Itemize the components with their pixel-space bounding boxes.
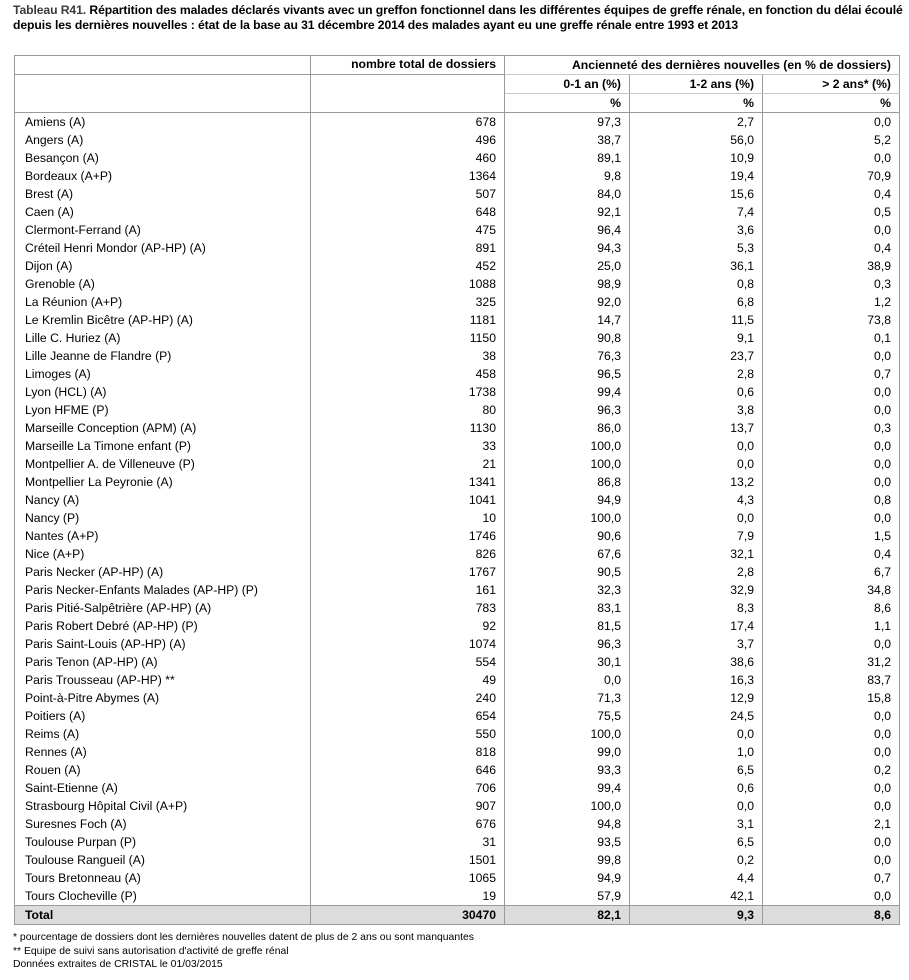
table-row xyxy=(15,419,900,437)
pct-1-2-ans: 36,1 xyxy=(630,257,763,275)
centre-name: La Réunion (A+P) xyxy=(15,293,311,311)
pct-1-2-ans: 24,5 xyxy=(630,707,763,725)
total-dossiers: 496 xyxy=(311,131,505,149)
pct-1-2-ans: 6,5 xyxy=(630,833,763,851)
header-col-plus-2-ans: > 2 ans* (%) xyxy=(763,75,900,94)
pct-0-1-an: 71,3 xyxy=(505,689,630,707)
total-dossiers: 21 xyxy=(311,455,505,473)
pct-0-1-an: 86,0 xyxy=(505,419,630,437)
pct-1-2-ans: 32,1 xyxy=(630,545,763,563)
centre-name: Caen (A) xyxy=(15,203,311,221)
centre-name: Suresnes Foch (A) xyxy=(15,815,311,833)
centre-name: Besançon (A) xyxy=(15,149,311,167)
pct-plus-2-ans: 0,0 xyxy=(763,635,900,653)
table-row xyxy=(15,761,900,779)
table-title-text: Répartition des malades déclarés vivants avec un greffon fonctionnel dans les différentes équipes de greffe rénale, en fonction du délai écoulé depuis les dernières nouvelles : état de la base au 31 décembre 2014 des malades ayant eu une greffe rénale entre 1993 et 2013 xyxy=(13,3,903,32)
total-dossiers: 826 xyxy=(311,545,505,563)
pct-plus-2-ans: 34,8 xyxy=(763,581,900,599)
total-dossiers: 1181 xyxy=(311,311,505,329)
total-row xyxy=(15,906,900,925)
table-row xyxy=(15,347,900,365)
data-table xyxy=(14,55,900,925)
pct-plus-2-ans: 0,0 xyxy=(763,455,900,473)
centre-name: Marseille La Timone enfant (P) xyxy=(15,437,311,455)
table-row xyxy=(15,671,900,689)
pct-plus-2-ans: 0,0 xyxy=(763,113,900,132)
pct-plus-2-ans: 0,0 xyxy=(763,797,900,815)
pct-0-1-an: 76,3 xyxy=(505,347,630,365)
header-empty-cell xyxy=(15,94,311,113)
table-row xyxy=(15,869,900,887)
table-row xyxy=(15,815,900,833)
pct-plus-2-ans: 0,0 xyxy=(763,779,900,797)
total-dossiers: 1130 xyxy=(311,419,505,437)
total-label: Total xyxy=(15,906,311,925)
pct-0-1-an: 99,4 xyxy=(505,383,630,401)
centre-name: Nancy (P) xyxy=(15,509,311,527)
total-dossiers: 475 xyxy=(311,221,505,239)
pct-plus-2-ans: 0,1 xyxy=(763,329,900,347)
total-dossiers: 38 xyxy=(311,347,505,365)
total-dossiers: 240 xyxy=(311,689,505,707)
pct-1-2-ans: 1,0 xyxy=(630,743,763,761)
pct-plus-2-ans: 0,2 xyxy=(763,761,900,779)
pct-plus-2-ans: 31,2 xyxy=(763,653,900,671)
total-dossiers: 646 xyxy=(311,761,505,779)
table-row xyxy=(15,113,900,132)
centre-name: Paris Pitié-Salpêtrière (AP-HP) (A) xyxy=(15,599,311,617)
total-dossiers: 92 xyxy=(311,617,505,635)
pct-plus-2-ans: 73,8 xyxy=(763,311,900,329)
centre-name: Bordeaux (A+P) xyxy=(15,167,311,185)
pct-0-1-an: 90,8 xyxy=(505,329,630,347)
pct-1-2-ans: 0,0 xyxy=(630,509,763,527)
pct-0-1-an: 93,5 xyxy=(505,833,630,851)
pct-1-2-ans: 7,4 xyxy=(630,203,763,221)
centre-name: Tours Bretonneau (A) xyxy=(15,869,311,887)
total-dossiers: 460 xyxy=(311,149,505,167)
table-row xyxy=(15,131,900,149)
total-dossiers: 80 xyxy=(311,401,505,419)
pct-1-2-ans: 42,1 xyxy=(630,887,763,906)
centre-name: Rouen (A) xyxy=(15,761,311,779)
pct-1-2-ans: 38,6 xyxy=(630,653,763,671)
pct-plus-2-ans: 0,0 xyxy=(763,347,900,365)
centre-name: Paris Necker-Enfants Malades (AP-HP) (P) xyxy=(15,581,311,599)
centre-name: Grenoble (A) xyxy=(15,275,311,293)
centre-name: Toulouse Purpan (P) xyxy=(15,833,311,851)
centre-name: Amiens (A) xyxy=(15,113,311,132)
pct-plus-2-ans: 0,3 xyxy=(763,419,900,437)
total-dossiers: 507 xyxy=(311,185,505,203)
total-dossiers: 1767 xyxy=(311,563,505,581)
pct-1-2-ans: 15,6 xyxy=(630,185,763,203)
centre-name: Paris Trousseau (AP-HP) ** xyxy=(15,671,311,689)
table-header xyxy=(15,56,900,113)
table-row xyxy=(15,437,900,455)
pct-1-2-ans: 16,3 xyxy=(630,671,763,689)
total-dossiers: 554 xyxy=(311,653,505,671)
total-dossiers: 1501 xyxy=(311,851,505,869)
centre-name: Rennes (A) xyxy=(15,743,311,761)
pct-1-2-ans: 0,8 xyxy=(630,275,763,293)
pct-1-2-ans: 11,5 xyxy=(630,311,763,329)
table-row xyxy=(15,635,900,653)
pct-0-1-an: 99,0 xyxy=(505,743,630,761)
header-total-dossiers: nombre total de dossiers xyxy=(311,56,505,75)
pct-0-1-an: 99,4 xyxy=(505,779,630,797)
centre-name: Point-à-Pitre Abymes (A) xyxy=(15,689,311,707)
pct-plus-2-ans: 0,0 xyxy=(763,437,900,455)
footnote-star: * pourcentage de dossiers dont les dernières nouvelles datent de plus de 2 ans ou sont manquantes xyxy=(13,932,474,943)
total-dossiers: 907 xyxy=(311,797,505,815)
pct-plus-2-ans: 0,0 xyxy=(763,887,900,906)
pct-0-1-an: 83,1 xyxy=(505,599,630,617)
table-row xyxy=(15,293,900,311)
pct-1-2-ans: 0,6 xyxy=(630,383,763,401)
centre-name: Brest (A) xyxy=(15,185,311,203)
pct-1-2-ans: 0,0 xyxy=(630,797,763,815)
unit-cell: % xyxy=(630,94,763,113)
table-row xyxy=(15,527,900,545)
pct-plus-2-ans: 0,0 xyxy=(763,743,900,761)
pct-0-1-an: 100,0 xyxy=(505,455,630,473)
centre-name: Dijon (A) xyxy=(15,257,311,275)
centre-name: Poitiers (A) xyxy=(15,707,311,725)
pct-1-2-ans: 2,8 xyxy=(630,365,763,383)
pct-1-2-ans: 2,7 xyxy=(630,113,763,132)
total-dossiers: 458 xyxy=(311,365,505,383)
total-dossiers: 1088 xyxy=(311,275,505,293)
table-row xyxy=(15,203,900,221)
table-row xyxy=(15,149,900,167)
table-row xyxy=(15,257,900,275)
centre-name: Créteil Henri Mondor (AP-HP) (A) xyxy=(15,239,311,257)
total-dossiers: 19 xyxy=(311,887,505,906)
table-row xyxy=(15,563,900,581)
centre-name: Montpellier La Peyronie (A) xyxy=(15,473,311,491)
pct-plus-2-ans: 0,8 xyxy=(763,491,900,509)
centre-name: Toulouse Rangueil (A) xyxy=(15,851,311,869)
pct-0-1-an: 100,0 xyxy=(505,725,630,743)
pct-0-1-an: 96,4 xyxy=(505,221,630,239)
pct-plus-2-ans: 6,7 xyxy=(763,563,900,581)
pct-1-2-ans: 7,9 xyxy=(630,527,763,545)
table-row xyxy=(15,311,900,329)
pct-1-2-ans: 3,1 xyxy=(630,815,763,833)
pct-plus-2-ans: 0,0 xyxy=(763,707,900,725)
table-row xyxy=(15,779,900,797)
pct-plus-2-ans: 15,8 xyxy=(763,689,900,707)
pct-0-1-an: 96,3 xyxy=(505,635,630,653)
pct-0-1-an: 90,5 xyxy=(505,563,630,581)
table-row xyxy=(15,275,900,293)
pct-0-1-an: 94,8 xyxy=(505,815,630,833)
table-row xyxy=(15,383,900,401)
pct-0-1-an: 99,8 xyxy=(505,851,630,869)
table-row xyxy=(15,743,900,761)
total-dossiers: 1065 xyxy=(311,869,505,887)
centre-name: Marseille Conception (APM) (A) xyxy=(15,419,311,437)
table-row xyxy=(15,239,900,257)
pct-plus-2-ans: 1,5 xyxy=(763,527,900,545)
table-row xyxy=(15,509,900,527)
centre-name: Tours Clocheville (P) xyxy=(15,887,311,906)
pct-1-2-ans: 0,0 xyxy=(630,725,763,743)
unit-cell: % xyxy=(763,94,900,113)
table-row xyxy=(15,167,900,185)
pct-1-2-ans: 19,4 xyxy=(630,167,763,185)
header-empty-cell xyxy=(311,94,505,113)
pct-0-1-an: 75,5 xyxy=(505,707,630,725)
pct-plus-2-ans: 0,0 xyxy=(763,383,900,401)
header-empty-cell xyxy=(15,75,311,94)
pct-0-1-an: 0,0 xyxy=(505,671,630,689)
total-dossiers: 706 xyxy=(311,779,505,797)
pct-plus-2-ans: 2,1 xyxy=(763,815,900,833)
table-row xyxy=(15,329,900,347)
pct-plus-2-ans: 0,7 xyxy=(763,869,900,887)
table-row xyxy=(15,707,900,725)
total-dossiers: 452 xyxy=(311,257,505,275)
pct-plus-2-ans: 1,1 xyxy=(763,617,900,635)
pct-1-2-ans: 3,8 xyxy=(630,401,763,419)
pct-0-1-an: 14,7 xyxy=(505,311,630,329)
centre-name: Lyon HFME (P) xyxy=(15,401,311,419)
pct-0-1-an: 92,0 xyxy=(505,293,630,311)
pct-plus-2-ans: 0,0 xyxy=(763,221,900,239)
centre-name: Montpellier A. de Villeneuve (P) xyxy=(15,455,311,473)
table-row xyxy=(15,491,900,509)
pct-plus-2-ans: 0,5 xyxy=(763,203,900,221)
pct-1-2-ans: 13,2 xyxy=(630,473,763,491)
total-dossiers: 654 xyxy=(311,707,505,725)
header-anciennete-group: Ancienneté des dernières nouvelles (en % de dossiers) xyxy=(505,56,900,75)
table-row xyxy=(15,653,900,671)
total-0-1-an: 82,1 xyxy=(505,906,630,925)
table-row xyxy=(15,401,900,419)
pct-1-2-ans: 4,4 xyxy=(630,869,763,887)
table-title xyxy=(13,3,903,33)
total-dossiers: 325 xyxy=(311,293,505,311)
table-row xyxy=(15,221,900,239)
pct-0-1-an: 94,9 xyxy=(505,869,630,887)
pct-plus-2-ans: 0,0 xyxy=(763,833,900,851)
total-dossiers: 648 xyxy=(311,203,505,221)
table-row xyxy=(15,833,900,851)
pct-1-2-ans: 13,7 xyxy=(630,419,763,437)
total-dossiers: 1341 xyxy=(311,473,505,491)
total-dossiers: 1746 xyxy=(311,527,505,545)
pct-plus-2-ans: 1,2 xyxy=(763,293,900,311)
pct-0-1-an: 38,7 xyxy=(505,131,630,149)
footnote-double-star: ** Equipe de suivi sans autorisation d'activité de greffe rénal xyxy=(13,945,289,957)
pct-1-2-ans: 3,6 xyxy=(630,221,763,239)
table-row xyxy=(15,599,900,617)
header-empty-cell xyxy=(311,75,505,94)
table-row xyxy=(15,617,900,635)
total-dossiers: 678 xyxy=(311,113,505,132)
total-dossiers: 31 xyxy=(311,833,505,851)
table-body xyxy=(15,113,900,906)
header-col-0-1-an: 0-1 an (%) xyxy=(505,75,630,94)
pct-0-1-an: 84,0 xyxy=(505,185,630,203)
centre-name: Nantes (A+P) xyxy=(15,527,311,545)
centre-name: Lille Jeanne de Flandre (P) xyxy=(15,347,311,365)
pct-plus-2-ans: 38,9 xyxy=(763,257,900,275)
total-dossiers: 818 xyxy=(311,743,505,761)
pct-1-2-ans: 6,5 xyxy=(630,761,763,779)
pct-plus-2-ans: 0,0 xyxy=(763,509,900,527)
pct-plus-2-ans: 8,6 xyxy=(763,599,900,617)
unit-cell: % xyxy=(505,94,630,113)
pct-0-1-an: 9,8 xyxy=(505,167,630,185)
total-1-2-ans: 9,3 xyxy=(630,906,763,925)
total-dossiers: 10 xyxy=(311,509,505,527)
total-plus-2-ans: 8,6 xyxy=(763,906,900,925)
pct-0-1-an: 30,1 xyxy=(505,653,630,671)
pct-1-2-ans: 32,9 xyxy=(630,581,763,599)
header-col-1-2-ans: 1-2 ans (%) xyxy=(630,75,763,94)
total-dossiers: 33 xyxy=(311,437,505,455)
centre-name: Clermont-Ferrand (A) xyxy=(15,221,311,239)
centre-name: Lille C. Huriez (A) xyxy=(15,329,311,347)
pct-1-2-ans: 6,8 xyxy=(630,293,763,311)
pct-1-2-ans: 12,9 xyxy=(630,689,763,707)
pct-plus-2-ans: 5,2 xyxy=(763,131,900,149)
table-row xyxy=(15,887,900,906)
centre-name: Strasbourg Hôpital Civil (A+P) xyxy=(15,797,311,815)
pct-0-1-an: 25,0 xyxy=(505,257,630,275)
pct-1-2-ans: 0,2 xyxy=(630,851,763,869)
total-dossiers: 783 xyxy=(311,599,505,617)
pct-0-1-an: 86,8 xyxy=(505,473,630,491)
centre-name: Paris Robert Debré (AP-HP) (P) xyxy=(15,617,311,635)
pct-0-1-an: 57,9 xyxy=(505,887,630,906)
pct-0-1-an: 90,6 xyxy=(505,527,630,545)
pct-1-2-ans: 8,3 xyxy=(630,599,763,617)
pct-plus-2-ans: 70,9 xyxy=(763,167,900,185)
data-source-note: Données extraites de CRISTAL le 01/03/2015 xyxy=(13,959,223,971)
footnotes xyxy=(13,931,474,972)
pct-0-1-an: 97,3 xyxy=(505,113,630,132)
pct-0-1-an: 81,5 xyxy=(505,617,630,635)
pct-0-1-an: 67,6 xyxy=(505,545,630,563)
pct-1-2-ans: 3,7 xyxy=(630,635,763,653)
pct-plus-2-ans: 0,0 xyxy=(763,473,900,491)
centre-name: Reims (A) xyxy=(15,725,311,743)
total-dossiers: 550 xyxy=(311,725,505,743)
pct-0-1-an: 32,3 xyxy=(505,581,630,599)
table-row xyxy=(15,185,900,203)
table-row xyxy=(15,455,900,473)
total-dossiers: 676 xyxy=(311,815,505,833)
total-dossiers: 1364 xyxy=(311,167,505,185)
pct-plus-2-ans: 0,3 xyxy=(763,275,900,293)
centre-name: Le Kremlin Bicêtre (AP-HP) (A) xyxy=(15,311,311,329)
pct-plus-2-ans: 0,4 xyxy=(763,545,900,563)
pct-0-1-an: 100,0 xyxy=(505,437,630,455)
table-title-label: Tableau R41. xyxy=(13,3,87,17)
centre-name: Nice (A+P) xyxy=(15,545,311,563)
header-empty-cell xyxy=(15,56,311,75)
pct-1-2-ans: 0,0 xyxy=(630,455,763,473)
table-row xyxy=(15,797,900,815)
table-row xyxy=(15,851,900,869)
pct-0-1-an: 89,1 xyxy=(505,149,630,167)
pct-1-2-ans: 9,1 xyxy=(630,329,763,347)
pct-1-2-ans: 2,8 xyxy=(630,563,763,581)
pct-0-1-an: 94,9 xyxy=(505,491,630,509)
centre-name: Limoges (A) xyxy=(15,365,311,383)
centre-name: Paris Necker (AP-HP) (A) xyxy=(15,563,311,581)
total-dossiers: 891 xyxy=(311,239,505,257)
pct-plus-2-ans: 0,0 xyxy=(763,149,900,167)
pct-plus-2-ans: 0,0 xyxy=(763,401,900,419)
table-row xyxy=(15,473,900,491)
pct-plus-2-ans: 0,0 xyxy=(763,851,900,869)
pct-1-2-ans: 10,9 xyxy=(630,149,763,167)
centre-name: Angers (A) xyxy=(15,131,311,149)
total-dossiers: 1074 xyxy=(311,635,505,653)
pct-0-1-an: 96,5 xyxy=(505,365,630,383)
table-row xyxy=(15,365,900,383)
total-dossiers: 1738 xyxy=(311,383,505,401)
pct-1-2-ans: 5,3 xyxy=(630,239,763,257)
pct-0-1-an: 94,3 xyxy=(505,239,630,257)
pct-0-1-an: 100,0 xyxy=(505,797,630,815)
centre-name: Saint-Etienne (A) xyxy=(15,779,311,797)
pct-1-2-ans: 0,6 xyxy=(630,779,763,797)
pct-0-1-an: 92,1 xyxy=(505,203,630,221)
centre-name: Paris Saint-Louis (AP-HP) (A) xyxy=(15,635,311,653)
pct-plus-2-ans: 83,7 xyxy=(763,671,900,689)
pct-1-2-ans: 0,0 xyxy=(630,437,763,455)
pct-plus-2-ans: 0,4 xyxy=(763,185,900,203)
pct-0-1-an: 100,0 xyxy=(505,509,630,527)
pct-1-2-ans: 4,3 xyxy=(630,491,763,509)
total-dossiers: 1150 xyxy=(311,329,505,347)
pct-0-1-an: 98,9 xyxy=(505,275,630,293)
table-row xyxy=(15,545,900,563)
centre-name: Nancy (A) xyxy=(15,491,311,509)
pct-1-2-ans: 17,4 xyxy=(630,617,763,635)
centre-name: Lyon (HCL) (A) xyxy=(15,383,311,401)
total-dossiers: 161 xyxy=(311,581,505,599)
pct-plus-2-ans: 0,7 xyxy=(763,365,900,383)
pct-0-1-an: 93,3 xyxy=(505,761,630,779)
total-dossiers: 49 xyxy=(311,671,505,689)
pct-plus-2-ans: 0,4 xyxy=(763,239,900,257)
table-footer xyxy=(15,906,900,925)
total-dossiers: 1041 xyxy=(311,491,505,509)
centre-name: Paris Tenon (AP-HP) (A) xyxy=(15,653,311,671)
pct-1-2-ans: 56,0 xyxy=(630,131,763,149)
table-row xyxy=(15,581,900,599)
pct-1-2-ans: 23,7 xyxy=(630,347,763,365)
table-row xyxy=(15,689,900,707)
pct-0-1-an: 96,3 xyxy=(505,401,630,419)
table-row xyxy=(15,725,900,743)
pct-plus-2-ans: 0,0 xyxy=(763,725,900,743)
total-dossiers: 30470 xyxy=(311,906,505,925)
